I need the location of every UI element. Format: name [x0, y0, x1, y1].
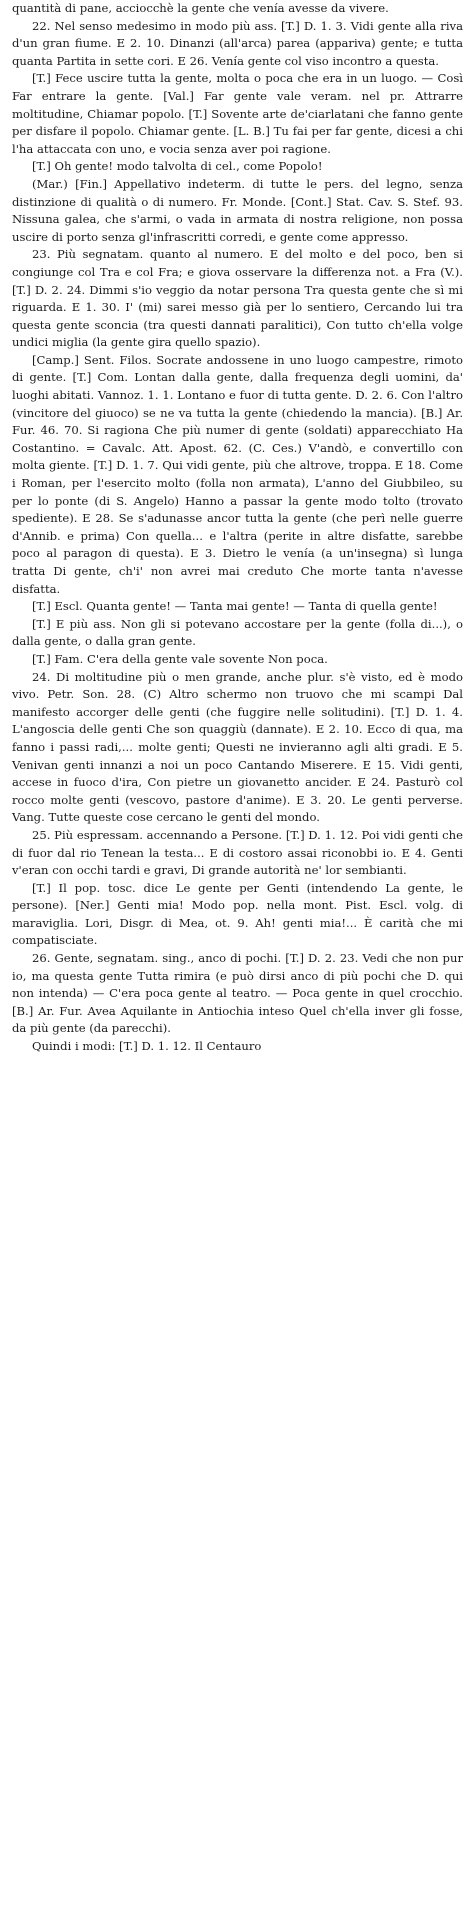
entry-paragraph-marine: (Mar.) [Fin.] Appellativo indeterm. di tutte le pers. del legno, senza distinzione di qualità o di numero. Fr. Monde. [Cont.] Stat. Cav. S. Stef. 93. Nissuna galea, che s'armi, o vada in armata di nostra religione, non possa uscire di porto senza gl'infrascritti corredi, e gente come appresso. — [12, 176, 463, 244]
entry-paragraph-piu-ass: [T.] E più ass. Non gli si potevano accostare per la gente (folla di...), o dalla gente, o dalla gran gente. — [12, 616, 463, 649]
entry-paragraph-oh-gente: [T.] Oh gente! modo talvolta di cel., come Popolo! — [32, 159, 323, 174]
entry-paragraph-quindi: Quindi i modi: [T.] D. 1. 12. Il Centauro — [32, 1039, 262, 1054]
entry-paragraph-25: 25. Più espressam. accennando a Persone. [T.] D. 1. 12. Poi vidi genti che di fuor dal rio Tenean la testa... E di costoro assai riconobbi io. E 4. Genti v'eran con occhi tardi e gravi, Di grande autorità ne' lor sembianti. — [12, 827, 463, 878]
entry-paragraph-continuation: quantità di pane, acciocchè la gente che venía avesse da vivere. — [12, 1, 389, 15]
entry-paragraph-22: 22. Nel senso medesimo in modo più ass. [T.] D. 1. 3. Vidi gente alla riva d'un gran fiume. E 2. 10. Dinanzi (all'arca) parea (appariva) gente; e tutta quanta Partita in sette cori. E 26. Venía gente col viso incontro a questa. — [12, 18, 463, 68]
entry-paragraph-24: 24. Di moltitudine più o men grande, anche plur. s'è visto, ed è modo vivo. Petr. Son. 28. (C) Altro schermo non truovo che mi scampi Dal manifesto accorger delle genti (che fuggire nelle solitudini). [T.] D. 1. 4. L'angoscia delle genti Che son quaggiù (dannate). E 2. 10. Ecco di qua, ma fanno i passi radi,... molte genti; Questi ne invieranno agli alti gradi. E 5. Venivan genti innanzi a noi un poco Cantando Miserere. E 15. Vidi genti, accese in fuoco d'ira, Con pietre un giovanetto ancider. E 24. Pasturò col rocco molte genti (vescovo, pastore d'anime). E 3. 20. Le genti perverse. Vang. Tutte queste cose cercano le genti del mondo. — [12, 669, 463, 825]
entry-paragraph-far-gente: [T.] Fece uscire tutta la gente, molta o poca che era in un luogo. — Così Far entrare la gente. [Val.] Far gente vale veram. nel pr. Attrarre moltitudine, Chiamar popolo. [T.] Sovente arte de'ciarlatani che fanno gente per disfare il popolo. Chiamar gente. [L. B.] Tu fai per far gente, dicesi a chi l'ha attaccata con uno, e vocia senza aver poi ragione. — [12, 71, 463, 156]
entry-paragraph-fam: [T.] Fam. C'era della gente vale sovente Non poca. — [32, 651, 328, 666]
entry-paragraph-escl: [T.] Escl. Quanta gente! — Tanta mai gente! — Tanta di quella gente! — [32, 599, 438, 614]
entry-paragraph-26: 26. Gente, segnatam. sing., anco di pochi. [T.] D. 2. 23. Vedi che non pur io, ma questa gente Tutta rimira (e può dirsi anco di più pochi che D. qui non intenda) — C'era poca gente al teatro. — Poca gente in quel crocchio. [B.] Ar. Fur. Avea Aquilante in Antiochia inteso Quel ch'ella inver gli fosse, da più gente (da parecchi). — [12, 951, 463, 1036]
entry-paragraph-camp: [Camp.] Sent. Filos. Socrate andossene in uno luogo campestre, rimoto di gente. [T.] Com. Lontan dalla gente, dalla frequenza degli uomini, da' luoghi abitati. Vannoz. 1. 1. Lontano e fuor di tutta gente. D. 2. 6. Con l'altro (vincitore del giuoco) se ne va tutta la gente (chiedendo la mancia). [B.] Ar. Fur. 46. 70. Si ragiona Che più numer di gente (soldati) apparecchiato Ha Costantino. = Cavalc. Att. Apost. 62. (C. Ces.) V'andò, e convertillo con molta giente. [T.] D. 1. 7. Qui vidi gente, più che altrove, troppa. E 18. Come i Roman, per l'esercito molto (folla non armata), L'anno del Giubbileo, su per lo ponte (di S. Angelo) Hanno a passar la gente modo tolto (trovato spediente). E 28. Se s'adunasse ancor tutta la gente (che perì nelle guerre d'Annib. e prima) Con quella... e l'altra (perite in altre disfatte, sarebbe poco al paragon di questa). E 3. Dietro le venía (a un'insegna) sì lunga tratta Di gente, ch'i' non avrei mai creduto Che morte tanta n'avesse disfatta. — [12, 352, 463, 596]
dictionary-page — [12, 0, 463, 1919]
entry-paragraph-23: 23. Più segnatam. quanto al numero. E del molto e del poco, ben si congiunge col Tra e col Fra; e giova osservare la differenza not. a Fra (V.). [T.] D. 2. 24. Dimmi s'io veggio da notar persona Tra questa gente che sì mi riguarda. E 1. 30. I' (mi) sarei messo già per lo sentiero, Cercando lui tra questa gente sconcia (tra questi dannati paralitici), Con tutto ch'ella volge undici miglia (la gente gira quello spazio). — [12, 247, 463, 350]
entry-paragraph-pop-tosc: [T.] Il pop. tosc. dice Le gente per Genti (intendendo La gente, le persone). [Ner.] Genti mia! Modo pop. nella mont. Pist. Escl. volg. di maraviglia. Lori, Disgr. di Mea, ot. 9. Ah! genti mia!... È carità che mi compatisciate. — [12, 880, 463, 948]
